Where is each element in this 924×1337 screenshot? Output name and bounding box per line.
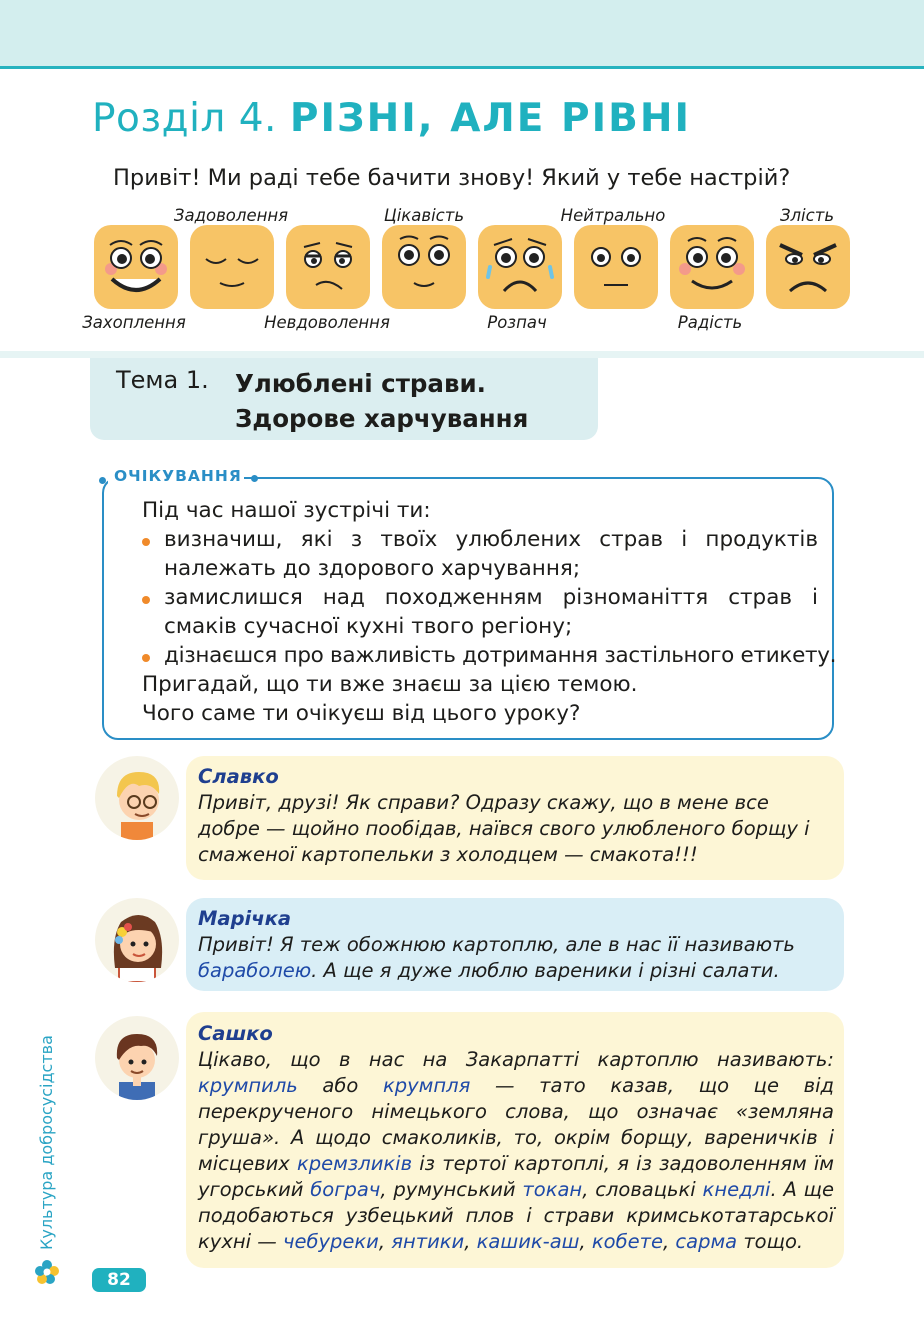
speaker-name-sashko: Сашко [198,1022,273,1045]
anger-face-icon [766,225,850,309]
top-band [0,0,924,69]
frame-dot-left [99,477,106,484]
speech-text-part: , [579,1230,592,1253]
highlighted-word: сарма [675,1230,738,1253]
highlighted-word: крумпля [382,1074,471,1097]
highlighted-word: кнедлі [702,1178,771,1201]
frame-dot-right [251,475,258,482]
joy-face-icon [670,225,754,309]
speaker-name-slavko: Славко [198,765,279,788]
sidebar-running-title: Культура добросусідства [37,1035,56,1250]
highlighted-word: кремзликів [297,1152,413,1175]
speech-sashko [198,1021,834,1255]
expectations-outro-1: Пригадай, що ти вже знаєш за цією темою. [142,672,638,697]
speech-text-part: або [297,1074,383,1097]
excitement-face-icon [94,225,178,309]
highlighted-word: кашик-аш [476,1230,580,1253]
marichka-avatar [95,898,179,982]
flower-icon [34,1259,60,1285]
speech-text-part: . А ще подобаються узбецький плов і страви кримськотатарської кухні — [198,1178,834,1253]
expectations-outro-2: Чого саме ти очікуєш від цього уроку? [142,701,581,726]
page-number: 82 [92,1268,146,1292]
expectations-text [142,496,837,728]
highlighted-word: токан [522,1178,583,1201]
highlighted-word: янтики [391,1230,465,1253]
emotion-label-displeasure: Невдоволення [264,313,390,332]
speech-text-part: . А ще я дуже люблю вареники і різні салати. [311,959,780,982]
greeting-text: Привіт! Ми раді тебе бачити знову! Який у тебе настрій? [113,165,791,191]
emotion-label-curiosity: Цікавість [383,206,465,225]
theme-title-line2: Здорове харчування [235,404,529,433]
emotion-label-excitement: Захоплення [82,313,186,332]
satisfaction-face-icon [190,225,274,309]
theme-number: Тема 1. [116,366,209,394]
speech-text-part: , [378,1230,392,1253]
section-title: Розділ 4. РІЗНІ, АЛЕ РІВНІ [92,96,691,141]
displeasure-face-icon [286,225,370,309]
speech-marichka [198,906,834,984]
expectation-bullet: замислишся над походженням різноманіття страв і смаків сучасної кухні твого регіону; [142,583,818,641]
speech-text-part: , [663,1230,676,1253]
speech-text-slavko: Привіт, друзі! Як справи? Одразу скажу, що в мене все добре — щойно пообідав, наївся свого улюбленого борщу і смаженої картопельки з холодцем — смакота!!! [198,791,810,866]
expectation-bullet: визначиш, які з твоїх улюблених страв і продуктів належать до здорового харчування; [142,525,818,583]
emotion-label-despair: Розпач [487,313,547,332]
theme-title-line1: Улюблені страви. [235,369,486,398]
speech-text-part: — тато казав, що це від перекрученого німецького слова, що означає «земляна груша». А щодо смаколиків, то, окрім борщу, вареничків і місцевих [198,1074,834,1175]
highlighted-word: кобете [591,1230,663,1253]
speech-text-part: , [464,1230,477,1253]
speech-text-part: Цікаво, що в нас на Закарпатті картоплю називають: [198,1048,834,1071]
speech-text-part: із тертої картоплі, я із задоволенням їм угорський [198,1152,834,1201]
sashko-avatar [95,1016,179,1100]
section-divider [0,351,924,358]
despair-face-icon [478,225,562,309]
speech-slavko [198,764,834,868]
highlighted-word: чебуреки [282,1230,379,1253]
emotion-label-anger: Злість [779,206,835,225]
highlighted-word: бограч [310,1178,381,1201]
speech-text-part: тощо. [737,1230,804,1253]
expectation-bullet: дізнаєшся про важливість дотримання застільного етикету. [142,641,818,670]
neutral-face-icon [574,225,658,309]
highlighted-word: бараболею [198,959,312,982]
emotion-label-joy: Радість [677,313,743,332]
speech-text-part: , румунський [380,1178,523,1201]
slavko-avatar [95,756,179,840]
expectations-label: ОЧІКУВАННЯ [108,467,244,485]
speaker-name-marichka: Марічка [198,907,291,930]
emotion-label-satisfaction: Задоволення [173,206,289,225]
emotion-label-neutral: Нейтрально [560,206,666,225]
curiosity-face-icon [382,225,466,309]
theme-title [235,366,528,436]
highlighted-word: крумпиль [198,1074,298,1097]
expectations-intro: Під час нашої зустрічі ти: [142,498,431,523]
speech-text-part: , словацькі [582,1178,703,1201]
speech-text-part: Привіт! Я теж обожнюю картоплю, але в нас її називають [198,933,795,956]
